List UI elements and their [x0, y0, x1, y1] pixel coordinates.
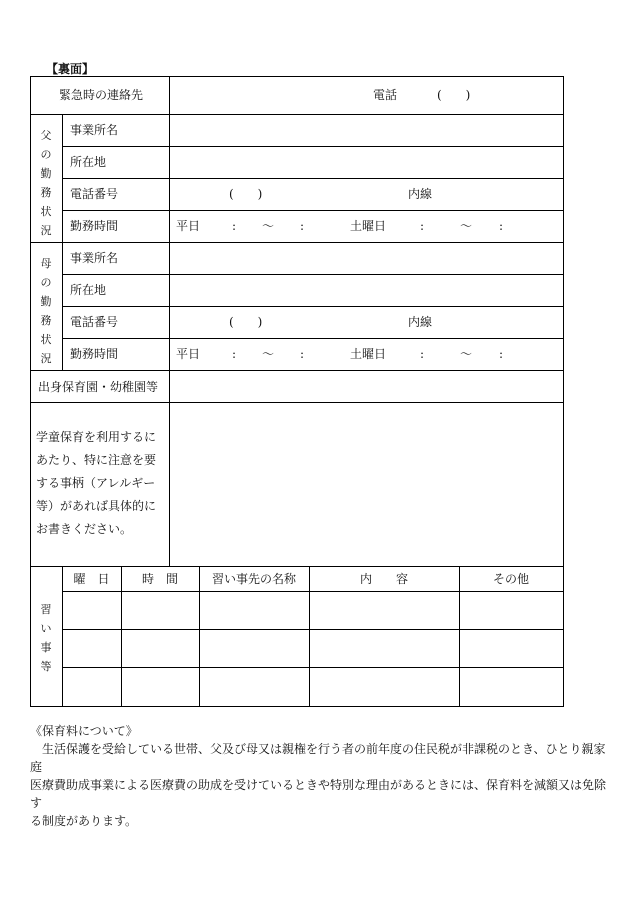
mother-saturday-tilde: 〜	[460, 347, 473, 361]
emergency-phone-field[interactable]	[170, 77, 563, 114]
mother-weekday-start-colon: :	[232, 347, 237, 361]
emergency-contact-label: 緊急時の連絡先	[59, 88, 144, 102]
mother-extension-label: 内線	[408, 315, 433, 329]
father-weekday-start-colon: :	[232, 219, 237, 233]
special-notes-line: お書きください。	[36, 522, 133, 536]
fee-notes-line: る制度があります。	[30, 814, 138, 828]
row-divider	[30, 566, 564, 567]
mother-saturday-end-colon: :	[499, 347, 504, 361]
lessons-header-other: その他	[492, 572, 529, 586]
origin-nursery-field[interactable]	[170, 371, 563, 402]
father-address-label: 所在地	[70, 155, 107, 169]
special-notes-line: する事柄（アレルギー	[36, 476, 156, 490]
mother-weekday-tilde: 〜	[262, 347, 275, 361]
mother-work-status-label: 母の勤務状況	[40, 257, 52, 365]
mother-saturday-start-colon: :	[420, 347, 425, 361]
emergency-phone-label: 電話	[373, 88, 398, 102]
father-phone-field[interactable]	[170, 179, 563, 210]
mother-phone-label: 電話番号	[70, 315, 119, 329]
fee-notes-line: 生活保護を受給している世帯、父及び母又は親権を行う者の前年度の住民税が非課税のとき、ひとり親家庭	[30, 742, 606, 774]
father-phone-label: 電話番号	[70, 187, 119, 201]
special-notes-field[interactable]	[170, 403, 563, 566]
father-weekday-label: 平日	[176, 219, 201, 233]
emergency-phone-parens: ( )	[437, 88, 471, 102]
mother-saturday-label: 土曜日	[350, 347, 387, 361]
father-company-label: 事業所名	[70, 123, 119, 137]
mother-company-label: 事業所名	[70, 251, 119, 265]
father-work-status-label: 父の勤務状況	[40, 129, 52, 237]
mother-address-label: 所在地	[70, 283, 107, 297]
father-extension-label: 内線	[408, 187, 433, 201]
mother-weekday-label: 平日	[176, 347, 201, 361]
mother-hours-field[interactable]	[170, 339, 563, 370]
father-weekday-tilde: 〜	[262, 219, 275, 233]
special-notes-line: 等）があれば具体的に	[36, 499, 157, 513]
table-border-left	[30, 76, 31, 707]
special-notes-label	[36, 426, 168, 541]
lessons-header-time: 時 間	[141, 572, 178, 586]
father-weekday-end-colon: :	[300, 219, 305, 233]
special-notes-line: 学童保育を利用するに	[36, 430, 157, 444]
special-notes-line: あたり、特に注意を要	[36, 453, 157, 467]
mother-phone-field[interactable]	[170, 307, 563, 338]
mother-weekday-end-colon: :	[300, 347, 305, 361]
lessons-header-content: 内 容	[359, 572, 408, 586]
father-phone-parens: ( )	[229, 187, 263, 201]
mother-phone-parens: ( )	[229, 315, 263, 329]
table-border-right	[563, 76, 564, 707]
father-saturday-tilde: 〜	[460, 219, 473, 233]
lessons-header-place: 習い事先の名称	[211, 572, 296, 586]
mother-hours-label: 勤務時間	[70, 347, 119, 361]
father-saturday-start-colon: :	[420, 219, 425, 233]
father-saturday-end-colon: :	[499, 219, 504, 233]
father-saturday-label: 土曜日	[350, 219, 387, 233]
father-hours-label: 勤務時間	[70, 219, 119, 233]
column-divider	[62, 114, 63, 370]
lessons-row[interactable]	[63, 592, 563, 629]
father-company-field[interactable]	[170, 115, 563, 146]
lessons-row[interactable]	[63, 668, 563, 706]
father-address-field[interactable]	[170, 147, 563, 178]
mother-address-field[interactable]	[170, 275, 563, 306]
father-hours-field[interactable]	[170, 211, 563, 242]
fee-notes-title: 《保育料について》	[30, 724, 138, 738]
table-border-bottom	[30, 706, 564, 707]
fee-notes-line: 医療費助成事業による医療費の助成を受けているときや特別な理由があるときには、保育料を減額又は免除す	[30, 778, 607, 810]
fee-notes	[30, 722, 610, 830]
lessons-header-day: 曜 日	[73, 572, 110, 586]
mother-company-field[interactable]	[170, 243, 563, 274]
lessons-side-label: 習い事等	[40, 603, 52, 673]
page-section-label: 【裏面】	[46, 62, 95, 76]
lessons-row[interactable]	[63, 630, 563, 667]
origin-nursery-label: 出身保育園・幼稚園等	[38, 380, 159, 394]
